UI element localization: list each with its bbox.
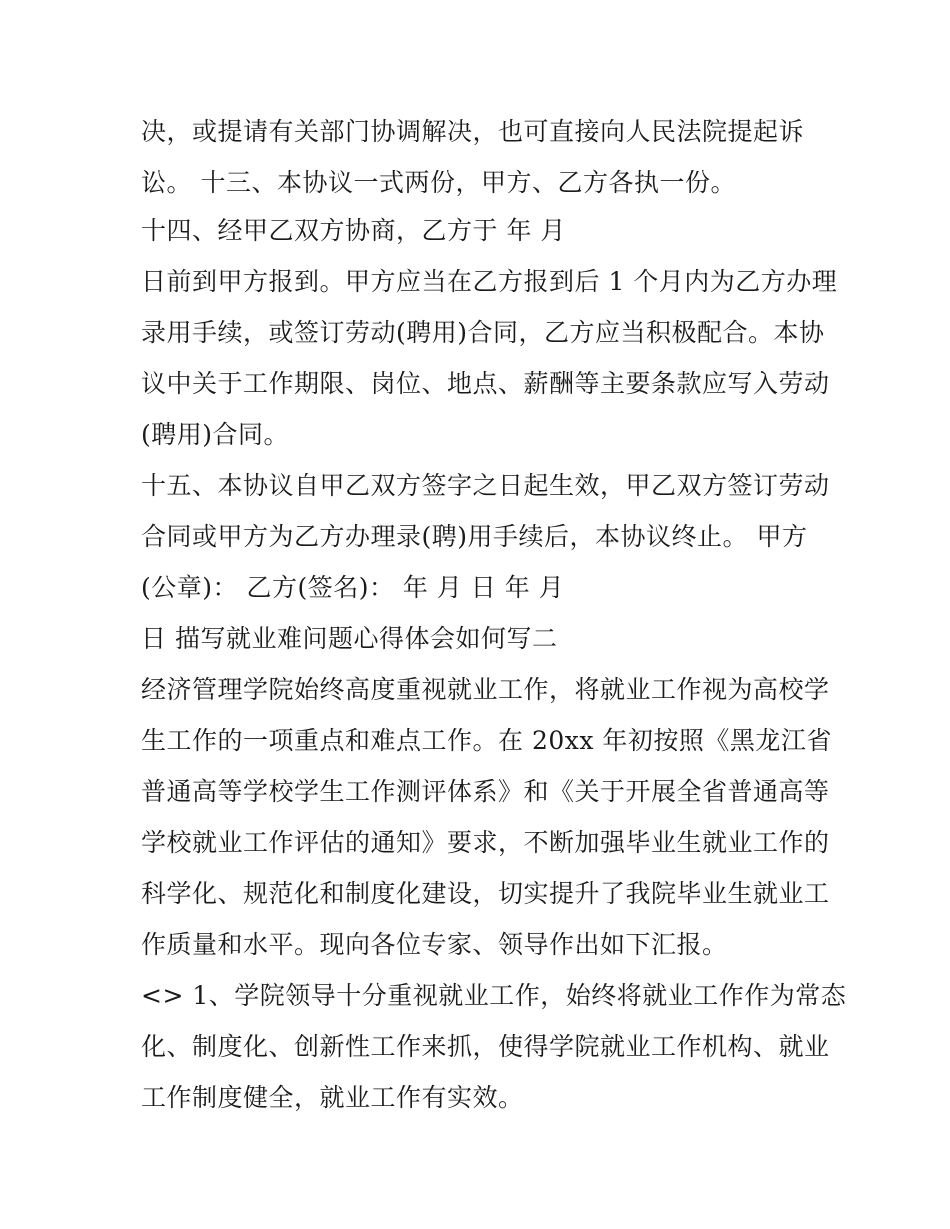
text-line: 十五、本协议自甲乙双方签字之日起生效，甲乙双方签订劳动: [141, 471, 830, 500]
text-line: 科学化、规范化和制度化建设，切实提升了我院毕业生就业工: [141, 879, 830, 908]
text-line: 工作制度健全，就业工作有实效。: [141, 1083, 524, 1112]
text-line: 合同或甲方为乙方办理录(聘)用手续后，本协议终止。 甲方: [141, 522, 808, 551]
text-line: 学校就业工作评估的通知》要求，不断加强毕业生就业工作的: [141, 828, 830, 857]
text-line: (公章)： 乙方(签名)： 年 月 日 年 月: [141, 573, 565, 602]
text-line: 经济管理学院始终高度重视就业工作，将就业工作视为高校学: [141, 675, 830, 704]
text-line: 日 描写就业难问题心得体会如何写二: [141, 624, 558, 653]
text-line: 决，或提请有关部门协调解决，也可直接向人民法院提起诉: [141, 117, 805, 146]
text-line: 化、制度化、创新性工作来抓，使得学院就业工作机构、就业: [141, 1032, 830, 1061]
text-line: 日前到甲方报到。甲方应当在乙方报到后 1 个月内为乙方办理: [141, 267, 838, 296]
text-line: 议中关于工作期限、岗位、地点、薪酬等主要条款应写入劳动: [141, 369, 830, 398]
text-line: 讼。 十三、本协议一式两份，甲方、乙方各执一份。: [141, 168, 736, 197]
text-line: 录用手续，或签订劳动(聘用)合同，乙方应当积极配合。本协: [141, 318, 825, 347]
text-line: 作质量和水平。现向各位专家、领导作出如下汇报。: [141, 930, 728, 959]
text-line: 普通高等学校学生工作测评体系》和《关于开展全省普通高等: [141, 777, 830, 806]
text-line: <> 1、学院领导十分重视就业工作，始终将就业工作作为常态: [141, 981, 847, 1010]
text-line: 生工作的一项重点和难点工作。在 20xx 年初按照《黑龙江省: [141, 726, 832, 755]
text-line: (聘用)合同。: [141, 420, 290, 449]
text-line: 十四、经甲乙双方协商，乙方于 年 月: [141, 216, 566, 245]
